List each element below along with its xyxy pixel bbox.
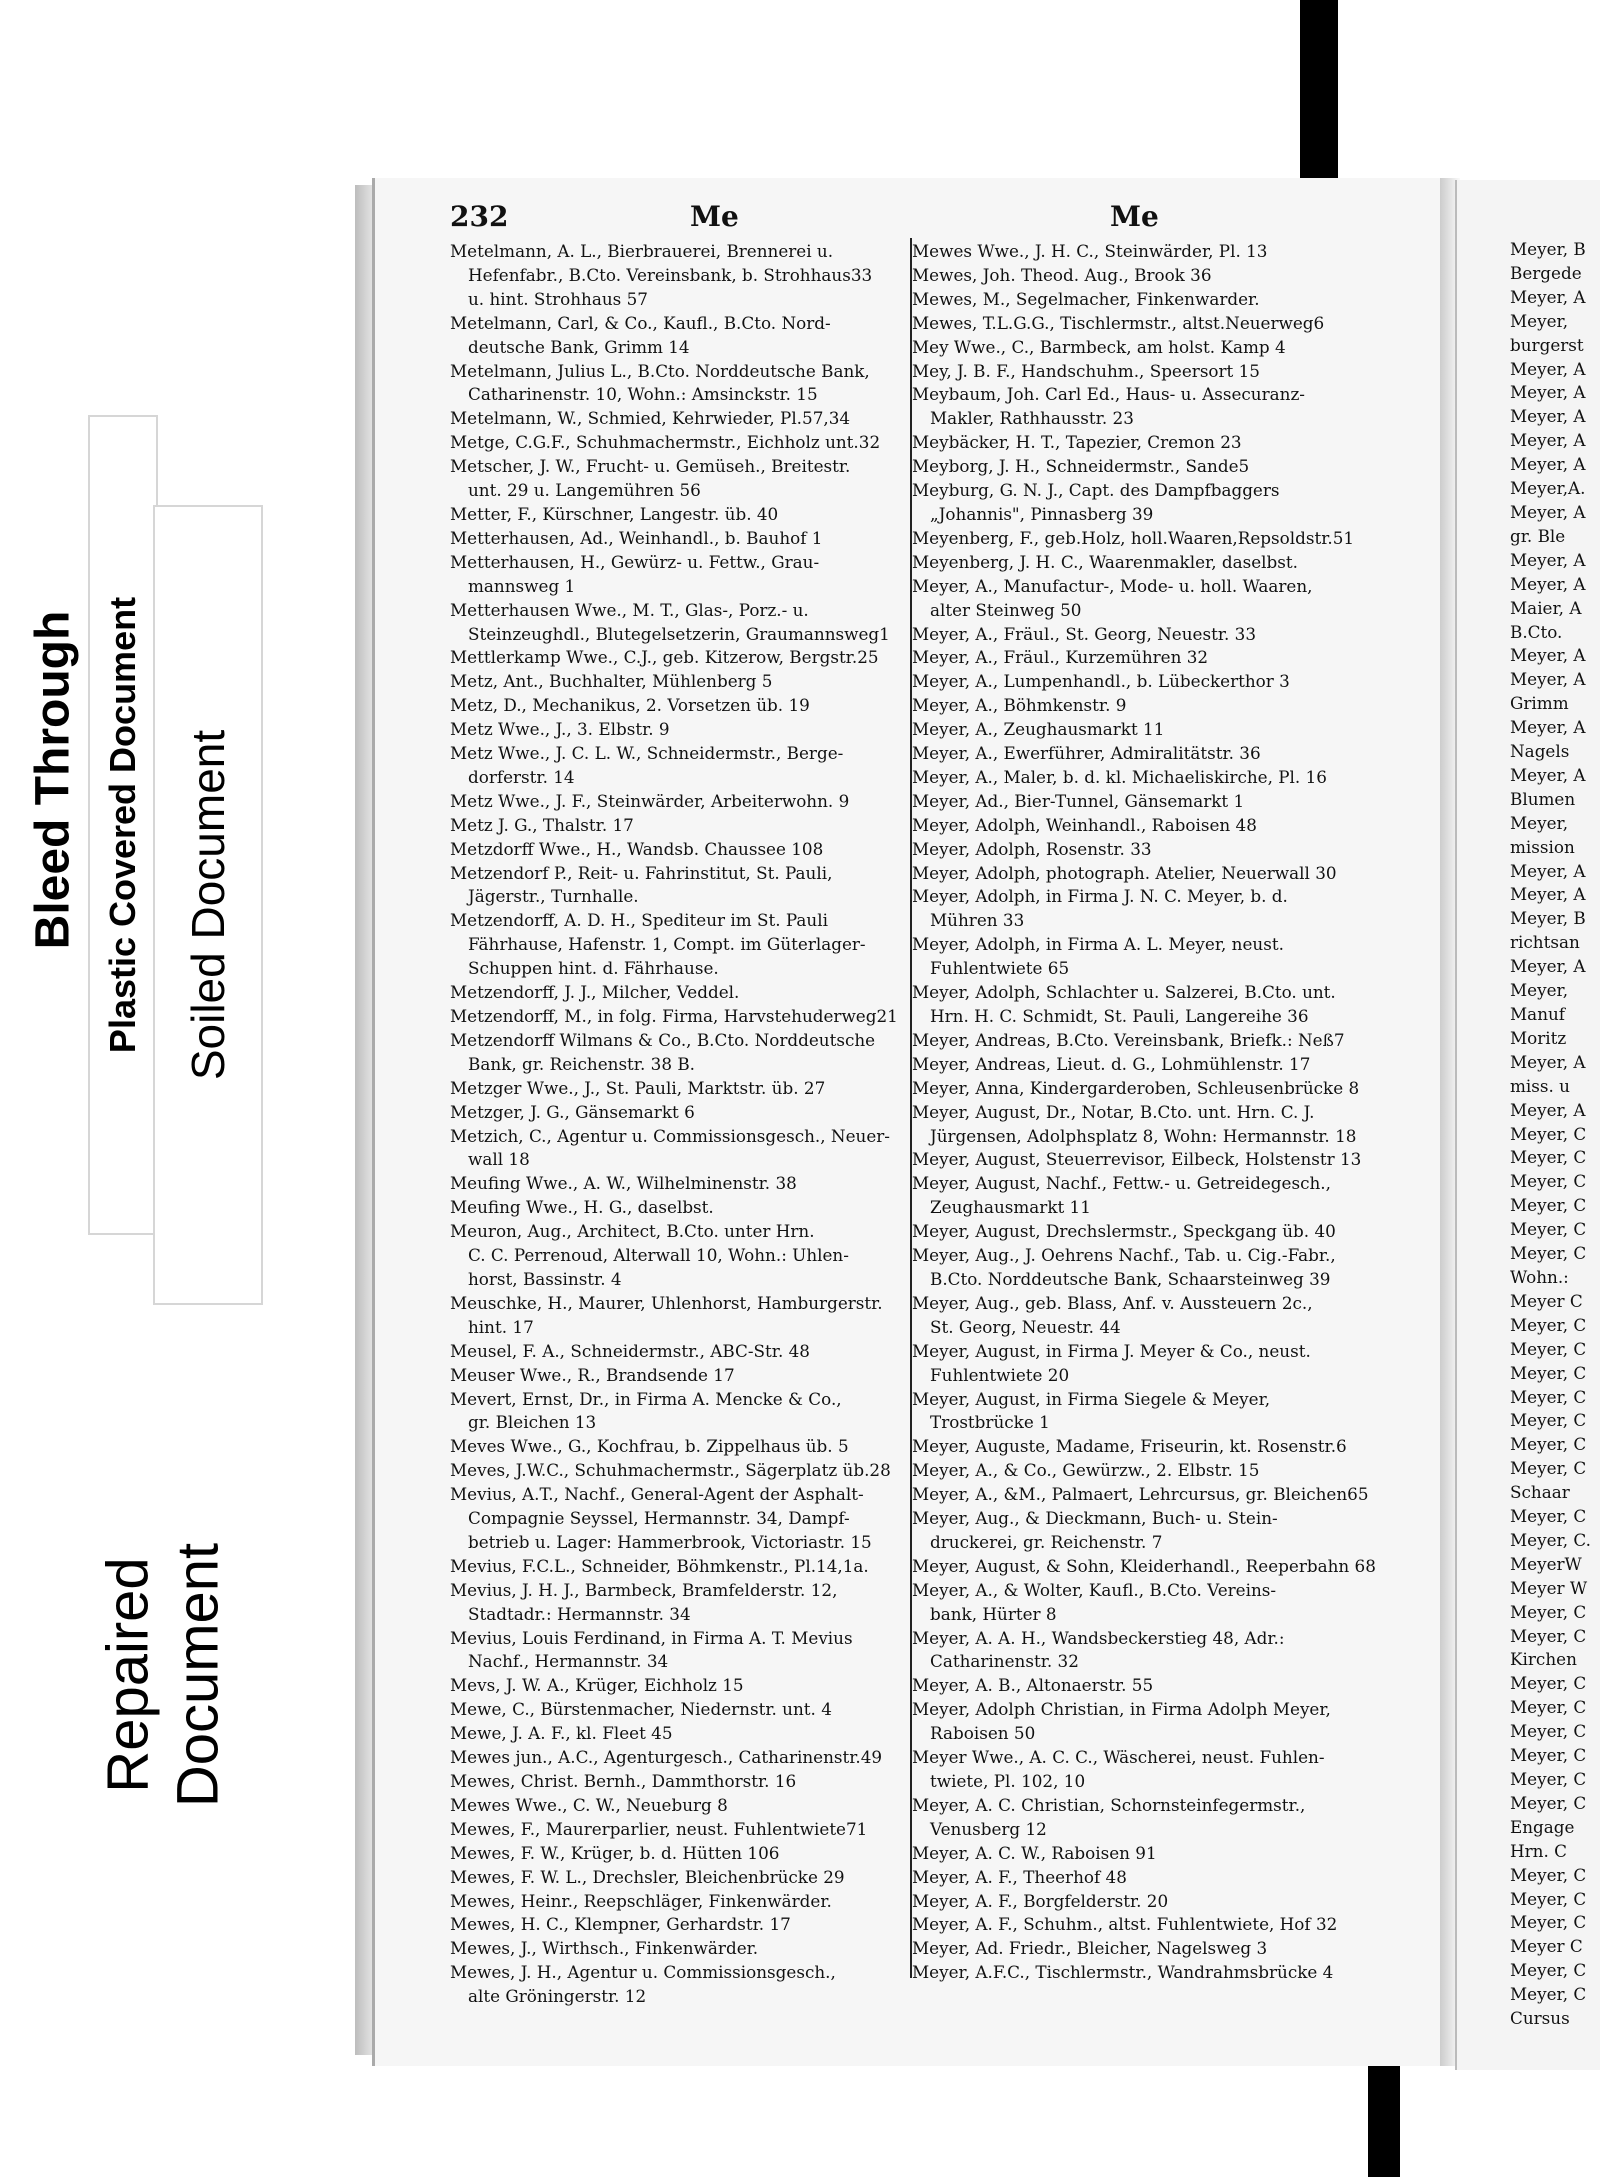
fragment-entry: Meyer W <box>1510 1577 1588 1598</box>
directory-entry: Meyer, A., Lumpenhandl., b. Lübeckerthor 3 <box>912 671 1290 692</box>
fragment-entry: Meyer, A <box>1510 764 1586 785</box>
fragment-entry: Schaar <box>1510 1482 1570 1503</box>
fragment-entry: Meyer, A <box>1510 1099 1586 1120</box>
fragment-entry: Meyer, C <box>1510 1171 1587 1192</box>
directory-entry: Mühren 33 <box>930 910 1025 931</box>
directory-entry: bank, Hürter 8 <box>930 1603 1057 1624</box>
fragment-entry: Meyer, A <box>1510 669 1586 690</box>
directory-entry: Meyer, A. C. Christian, Schornsteinfegermstr., <box>912 1794 1306 1815</box>
directory-entry: Meyer, A. F., Schuhm., altst. Fuhlentwiete, Hof 32 <box>912 1914 1338 1935</box>
directory-entry: dorferstr. 14 <box>468 766 575 787</box>
fragment-entry: Meyer, C <box>1510 1362 1587 1383</box>
directory-entry: Meyer, A., Fräul., St. Georg, Neuestr. 33 <box>912 623 1257 644</box>
fragment-entry: Meyer, A <box>1510 406 1586 427</box>
directory-entry: Meybaum, Joh. Carl Ed., Haus- u. Assecuranz- <box>912 384 1305 405</box>
directory-entry: Mewes, M., Segelmacher, Finkenwarder. <box>912 288 1260 309</box>
fragment-entry: Meyer, A <box>1510 573 1586 594</box>
directory-entry: Raboisen 50 <box>930 1723 1036 1744</box>
fragment-entry: Meyer, C <box>1510 1888 1587 1909</box>
directory-entry: Venusberg 12 <box>930 1818 1047 1839</box>
repaired-text-line2: Document <box>165 1542 231 1808</box>
fragment-entry: Meyer, A <box>1510 956 1586 977</box>
directory-entry: Meyer, Aug., & Dieckmann, Buch- u. Stein- <box>912 1508 1278 1529</box>
directory-entry: Meyer, A. A. H., Wandsbeckerstieg 48, Adr.: <box>912 1627 1285 1648</box>
directory-entry: C. C. Perrenoud, Alterwall 10, Wohn.: Uhlen- <box>468 1245 849 1266</box>
fragment-entry: Manuf <box>1510 1004 1566 1024</box>
fragment-entry: Meyer, A <box>1510 645 1586 666</box>
directory-entry: Mewe, C., Bürstenmacher, Niedernstr. unt. 4 <box>450 1699 832 1720</box>
directory-entry: Metge, C.G.F., Schuhmachermstr., Eichholz unt.32 <box>450 432 881 453</box>
directory-entry: Meufing Wwe., H. G., daselbst. <box>450 1197 714 1218</box>
fragment-entry: Engage <box>1510 1816 1575 1837</box>
directory-entry: Mey Wwe., C., Barmbeck, am holst. Kamp 4 <box>912 336 1286 357</box>
directory-entry: Meyer, Adolph, Rosenstr. 33 <box>912 838 1152 859</box>
directory-entry: Meyer, A., Zeughausmarkt 11 <box>912 719 1165 740</box>
directory-entry: Meyer, Anna, Kindergarderoben, Schleusenbrücke 8 <box>912 1077 1360 1098</box>
right-column <box>912 240 1387 1985</box>
repaired-document-label <box>75 1415 245 1935</box>
fragment-entry: Meyer C <box>1510 1290 1583 1311</box>
directory-entry: Meyer, A., &M., Palmaert, Lehrcursus, gr. Bleichen65 <box>912 1484 1369 1505</box>
fragment-entry: Meyer, C <box>1510 1673 1587 1694</box>
directory-entry: Schuppen hint. d. Fährhause. <box>468 958 719 979</box>
directory-entry: Hrn. H. C. Schmidt, St. Pauli, Langereihe 36 <box>930 1006 1309 1026</box>
directory-entry: Hefenfabr., B.Cto. Vereinsbank, b. Strohhaus33 <box>468 264 873 285</box>
directory-entry: Meyer, Auguste, Madame, Friseurin, kt. Rosenstr.6 <box>912 1436 1347 1457</box>
fragment-entry: Meyer, C <box>1510 1984 1587 2005</box>
fragment-entry: Grimm <box>1510 693 1569 714</box>
repaired-text-line1: Repaired <box>95 1557 161 1793</box>
directory-entry: Meyer, A. B., Altonaerstr. 55 <box>912 1675 1154 1696</box>
directory-entry: Meuron, Aug., Architect, B.Cto. unter Hrn. <box>450 1221 815 1242</box>
directory-entry: Meyer, August, Dr., Notar, B.Cto. unt. Hrn. C. J. <box>912 1101 1315 1122</box>
fragment-entry: Meyer, C <box>1510 1338 1587 1359</box>
fragment-entry: Meyer, C <box>1510 1864 1587 1885</box>
directory-entry: unt. 29 u. Langemühren 56 <box>468 480 701 501</box>
directory-entry: Meyer, A., Maler, b. d. kl. Michaeliskirche, Pl. 16 <box>912 766 1327 787</box>
bleed-through-text: Bleed Through <box>26 610 79 950</box>
fragment-entry: Meyer, C <box>1510 1912 1587 1933</box>
bleed-through-label <box>15 575 90 985</box>
header-right: Me <box>1110 200 1159 233</box>
fragment-entry: Moritz <box>1510 1027 1567 1048</box>
directory-entry: Compagnie Seyssel, Hermannstr. 34, Dampf- <box>468 1508 850 1529</box>
plastic-covered-text: Plastic Covered Document <box>102 596 143 1054</box>
directory-entry: Meyer, Adolph, in Firma A. L. Meyer, neust. <box>912 934 1284 955</box>
directory-entry: Meyer, A., Ewerführer, Admiralitätstr. 36 <box>912 743 1261 764</box>
fragment-entry: Meyer, C <box>1510 1697 1587 1718</box>
directory-entry: Metelmann, Carl, & Co., Kaufl., B.Cto. Nord- <box>450 312 831 333</box>
directory-entry: Meyer, Adolph, in Firma J. N. C. Meyer, b. d. <box>912 886 1288 907</box>
directory-entry: Mewes jun., A.C., Agenturgesch., Catharinenstr.49 <box>450 1747 883 1768</box>
fragment-entry: Meyer, A <box>1510 430 1586 451</box>
directory-entry: Meyer, A. C. W., Raboisen 91 <box>912 1842 1157 1863</box>
directory-entry: Meyer, A., Böhmkenstr. 9 <box>912 695 1127 716</box>
directory-entry: Catharinenstr. 32 <box>930 1651 1079 1672</box>
directory-entry: Meves, J.W.C., Schuhmachermstr., Sägerplatz üb.28 <box>450 1460 891 1481</box>
fragment-entry: Meyer, A <box>1510 358 1586 379</box>
fragment-entry: Meyer,A. <box>1510 478 1586 499</box>
fragment-entry: Meyer, <box>1510 980 1569 1001</box>
directory-entry: Mewes, F. W., Krüger, b. d. Hütten 106 <box>450 1842 780 1863</box>
fragment-entry: Meyer, C <box>1510 1960 1587 1981</box>
directory-entry: Metelmann, Julius L., B.Cto. Norddeutsche Bank, <box>450 360 870 381</box>
fragment-entry: Cursus <box>1510 2008 1570 2029</box>
directory-entry: Metz Wwe., J. C. L. W., Schneidermstr., Berge- <box>450 743 844 764</box>
directory-entry: St. Georg, Neuestr. 44 <box>930 1316 1121 1337</box>
fragment-entry: Meyer, <box>1510 310 1569 331</box>
directory-entry: Meyer, August, in Firma J. Meyer & Co., neust. <box>912 1340 1311 1361</box>
directory-entry: B.Cto. Norddeutsche Bank, Schaarsteinweg 39 <box>930 1268 1331 1289</box>
directory-entry: Bank, gr. Reichenstr. 38 B. <box>468 1053 696 1074</box>
directory-entry: Catharinenstr. 10, Wohn.: Amsinckstr. 15 <box>468 384 818 405</box>
directory-entry: Meyer Wwe., A. C. C., Wäscherei, neust. Fuhlen- <box>912 1747 1325 1768</box>
fragment-entry: Meyer, C <box>1510 1123 1587 1144</box>
directory-entry: Mewes Wwe., J. H. C., Steinwärder, Pl. 13 <box>912 241 1268 261</box>
fragment-entry: Meyer, A <box>1510 1051 1586 1072</box>
fragment-entry: Meyer, C <box>1510 1721 1587 1742</box>
directory-entry: Mevius, J. H. J., Barmbeck, Bramfelderstr. 12, <box>450 1579 838 1600</box>
directory-entry: Metz, Ant., Buchhalter, Mühlenberg 5 <box>450 671 773 692</box>
directory-entry: Metz, D., Mechanikus, 2. Vorsetzen üb. 19 <box>450 695 810 716</box>
directory-entry: mannsweg 1 <box>468 575 576 596</box>
fragment-entry: Meyer, C <box>1510 1410 1587 1431</box>
directory-entry: Metz Wwe., J., 3. Elbstr. 9 <box>450 719 670 740</box>
fragment-entry: Meyer, A <box>1510 884 1586 905</box>
directory-entry: Meyenberg, F., geb.Holz, holl.Waaren,Repsoldstr.51 <box>912 527 1355 548</box>
directory-entry: Metz J. G., Thalstr. 17 <box>450 814 634 835</box>
directory-entry: twiete, Pl. 102, 10 <box>930 1771 1086 1791</box>
directory-entry: Meyborg, J. H., Schneidermstr., Sande5 <box>912 456 1250 477</box>
directory-entry: Metscher, J. W., Frucht- u. Gemüseh., Breitestr. <box>450 456 851 477</box>
fragment-entry: miss. u <box>1510 1075 1570 1096</box>
directory-entry: alte Gröningerstr. 12 <box>468 1986 647 2007</box>
directory-entry: Metterhausen, H., Gewürz- u. Fettw., Grau- <box>450 551 820 572</box>
directory-entry: Steinzeughdl., Blutegelsetzerin, Graumannsweg1 <box>468 623 890 644</box>
left-column <box>450 240 905 2009</box>
fragment-entry: Meyer, C <box>1510 1792 1587 1813</box>
fragment-entry: Nagels <box>1510 741 1570 762</box>
directory-entry: Meyer, Andreas, Lieut. d. G., Lohmühlenstr. 17 <box>912 1053 1311 1074</box>
directory-entry: Meves Wwe., G., Kochfrau, b. Zippelhaus üb. 5 <box>450 1436 849 1457</box>
fragment-entry: Meyer, B <box>1510 239 1586 259</box>
directory-entry: Metzger, J. G., Gänsemarkt 6 <box>450 1101 695 1122</box>
directory-entry: Meyer, Aug., J. Oehrens Nachf., Tab. u. Cig.-Fabr., <box>912 1245 1336 1266</box>
fragment-entry: Hrn. C <box>1510 1840 1567 1861</box>
fragment-entry: Meyer, C <box>1510 1386 1587 1407</box>
directory-entry: Nachf., Hermannstr. 34 <box>468 1651 669 1672</box>
directory-entry: Meyer, Adolph Christian, in Firma Adolph Meyer, <box>912 1699 1331 1720</box>
directory-entry: Metzendorff Wilmans & Co., B.Cto. Norddeutsche <box>450 1029 876 1050</box>
directory-entry: wall 18 <box>468 1149 530 1170</box>
directory-entry: Meyer, Adolph, Weinhandl., Raboisen 48 <box>912 814 1257 835</box>
fragment-entry: Meyer, A <box>1510 454 1586 475</box>
top-binding-strip <box>1300 0 1338 178</box>
directory-entry: Mewes, J. H., Agentur u. Commissionsgesch., <box>450 1962 836 1983</box>
directory-entry: Meyer, Adolph, Schlachter u. Salzerei, B.Cto. unt. <box>912 982 1336 1003</box>
directory-entry: hint. 17 <box>468 1316 534 1337</box>
directory-entry: Meufing Wwe., A. W., Wilhelminenstr. 38 <box>450 1173 797 1194</box>
fragment-entry: Meyer, C <box>1510 1219 1587 1240</box>
fragment-entry: Meyer, C. <box>1510 1529 1591 1550</box>
directory-entry: Jürgensen, Adolphsplatz 8, Wohn: Hermannstr. 18 <box>930 1125 1357 1146</box>
fragment-entry: Meyer, A <box>1510 717 1586 738</box>
directory-entry: Meyer, Aug., geb. Blass, Anf. v. Aussteuern 2c., <box>912 1292 1313 1313</box>
directory-entry: Metzendorff, J. J., Milcher, Veddel. <box>450 982 740 1003</box>
fragment-entry: Meyer, C <box>1510 1314 1587 1335</box>
directory-entry: Meyer, A., Manufactur-, Mode- u. holl. Waaren, <box>912 575 1313 596</box>
directory-entry: Meyer, A., & Wolter, Kaufl., B.Cto. Vereins- <box>912 1579 1277 1600</box>
directory-entry: deutsche Bank, Grimm 14 <box>468 336 690 357</box>
directory-entry: Meyer, A.F.C., Tischlermstr., Wandrahmsbrücke 4 <box>912 1962 1334 1983</box>
directory-entry: gr. Bleichen 13 <box>468 1412 597 1433</box>
directory-entry: Metzdorff Wwe., H., Wandsb. Chaussee 108 <box>450 838 824 859</box>
fragment-entry: Meyer, C <box>1510 1195 1587 1216</box>
fragment-entry: Meyer, A <box>1510 549 1586 570</box>
directory-entry: Mey, J. B. F., Handschuhm., Speersort 15 <box>912 360 1260 381</box>
directory-entry: Meusel, F. A., Schneidermstr., ABC-Str. 48 <box>450 1340 810 1361</box>
directory-entry: Mewes, F., Maurerparlier, neust. Fuhlentwiete71 <box>450 1818 868 1839</box>
fragment-entry: Meyer, C <box>1510 1769 1587 1789</box>
directory-entry: Metz Wwe., J. F., Steinwärder, Arbeiterwohn. 9 <box>450 790 850 811</box>
directory-entry: Trostbrücke 1 <box>930 1412 1050 1433</box>
directory-entry: Mewe, J. A. F., kl. Fleet 45 <box>450 1723 673 1744</box>
fragment-entry: burgerst <box>1510 334 1584 355</box>
directory-entry: Meuschke, H., Maurer, Uhlenhorst, Hamburgerstr. <box>450 1292 883 1313</box>
directory-entry: Mewes Wwe., C. W., Neueburg 8 <box>450 1794 728 1815</box>
fragment-entry: Meyer, C <box>1510 1745 1587 1766</box>
directory-entry: „Johannis", Pinnasberg 39 <box>930 503 1154 524</box>
directory-entry: Meyenberg, J. H. C., Waarenmakler, daselbst. <box>912 551 1298 572</box>
plastic-covered-label <box>88 415 158 1235</box>
directory-entry: Mevius, A.T., Nachf., General-Agent der Asphalt- <box>450 1484 864 1505</box>
directory-entry: Meyer, Ad. Friedr., Bleicher, Nagelsweg 3 <box>912 1938 1268 1959</box>
directory-entry: Mevert, Ernst, Dr., in Firma A. Mencke & Co., <box>450 1388 842 1409</box>
directory-entry: Meyer, Ad., Bier-Tunnel, Gänsemarkt 1 <box>912 790 1245 811</box>
fragment-entry: Bergede <box>1510 262 1582 283</box>
directory-entry: Metter, F., Kürschner, Langestr. üb. 40 <box>450 503 779 524</box>
directory-entry: Metterhausen, Ad., Weinhandl., b. Bauhof 1 <box>450 527 823 548</box>
fragment-entry: Meyer, C <box>1510 1243 1587 1264</box>
fragment-entry: Meyer C <box>1510 1936 1583 1957</box>
directory-entry: Mewes, F. W. L., Drechsler, Bleichenbrücke 29 <box>450 1866 845 1887</box>
directory-entry: Metelmann, A. L., Bierbrauerei, Brennerei u. <box>450 241 834 261</box>
directory-entry: Meyer, A., & Co., Gewürzw., 2. Elbstr. 15 <box>912 1460 1260 1481</box>
soiled-document-label <box>153 505 263 1305</box>
directory-entry: Meyer, A. F., Borgfelderstr. 20 <box>912 1890 1169 1911</box>
directory-entry: Mewes, T.L.G.G., Tischlermstr., altst.Neuerweg6 <box>912 312 1325 333</box>
fragment-entry: MeyerW <box>1510 1553 1582 1574</box>
directory-entry: Metzendorf P., Reit- u. Fahrinstitut, St. Pauli, <box>450 862 833 883</box>
directory-entry: betrieb u. Lager: Hammerbrook, Victoriastr. 15 <box>468 1531 872 1552</box>
directory-entry: alter Steinweg 50 <box>930 599 1082 620</box>
directory-entry: Mewes, H. C., Klempner, Gerhardstr. 17 <box>450 1914 791 1935</box>
directory-entry: Meuser Wwe., R., Brandsende 17 <box>450 1364 735 1385</box>
directory-entry: Zeughausmarkt 11 <box>930 1197 1091 1218</box>
fragment-entry: Wohn.: <box>1510 1266 1569 1287</box>
soiled-document-text: Soiled Document <box>182 729 234 1081</box>
fragment-entry: richtsan <box>1510 932 1580 953</box>
fragment-entry: Meyer, C <box>1510 1147 1587 1168</box>
fragment-entry: Meyer, C <box>1510 1458 1587 1479</box>
adjacent-page-fragments <box>1510 238 1600 2031</box>
directory-entry: Meyer, Adolph, photograph. Atelier, Neuerwall 30 <box>912 862 1337 883</box>
directory-entry: Fuhlentwiete 20 <box>930 1364 1070 1385</box>
directory-entry: Meyer, A. F., Theerhof 48 <box>912 1866 1127 1887</box>
directory-entry: Mewes, J., Wirthsch., Finkenwärder. <box>450 1938 759 1959</box>
directory-entry: Meyer, August, Steuerrevisor, Eilbeck, Holstenstr 13 <box>912 1149 1362 1170</box>
directory-entry: Mevius, F.C.L., Schneider, Böhmkenstr., Pl.14,1a. <box>450 1555 869 1576</box>
directory-entry: Meybäcker, H. T., Tapezier, Cremon 23 <box>912 432 1242 453</box>
header-left: Me <box>690 200 739 233</box>
directory-entry: Fährhause, Hafenstr. 1, Compt. im Güterlager- <box>468 934 866 955</box>
directory-entry: Meyer, August, in Firma Siegele & Meyer, <box>912 1388 1271 1409</box>
fragment-entry: gr. Ble <box>1510 525 1566 546</box>
directory-entry: Metelmann, W., Schmied, Kehrwieder, Pl.57,34 <box>450 408 851 429</box>
directory-entry: Mevius, Louis Ferdinand, in Firma A. T. Mevius <box>450 1627 853 1648</box>
fragment-entry: Meyer, <box>1510 812 1569 833</box>
directory-entry: Meyburg, G. N. J., Capt. des Dampfbaggers <box>912 480 1280 501</box>
directory-entry: Mewes, Heinr., Reepschläger, Finkenwärder. <box>450 1890 832 1911</box>
directory-entry: Meyer, August, & Sohn, Kleiderhandl., Reeperbahn 68 <box>912 1555 1376 1576</box>
directory-entry: druckerei, gr. Reichenstr. 7 <box>930 1531 1163 1552</box>
fragment-entry: Meyer, A <box>1510 501 1586 522</box>
page-number: 232 <box>450 200 509 233</box>
directory-entry: Metzendorff, A. D. H., Spediteur im St. Pauli <box>450 910 828 931</box>
directory-entry: Mettlerkamp Wwe., C.J., geb. Kitzerow, Bergstr.25 <box>450 647 879 668</box>
directory-entry: Mewes, Joh. Theod. Aug., Brook 36 <box>912 264 1212 285</box>
fragment-entry: Meyer, A <box>1510 286 1586 307</box>
directory-entry: Makler, Rathhausstr. 23 <box>930 408 1134 429</box>
directory-entry: horst, Bassinstr. 4 <box>468 1268 622 1289</box>
fragment-entry: Meyer, A <box>1510 860 1586 881</box>
fragment-entry: Meyer, C <box>1510 1625 1587 1646</box>
directory-entry: Metterhausen Wwe., M. T., Glas-, Porz.- u. <box>450 599 809 620</box>
fragment-entry: Meyer, C <box>1510 1601 1587 1622</box>
directory-entry: Meyer, August, Nachf., Fettw.- u. Getreidegesch., <box>912 1173 1331 1194</box>
directory-entry: Mevs, J. W. A., Krüger, Eichholz 15 <box>450 1675 744 1696</box>
directory-entry: Metzendorff, M., in folg. Firma, Harvstehuderweg21 <box>450 1006 898 1026</box>
directory-entry: Meyer, August, Drechslermstr., Speckgang üb. 40 <box>912 1221 1336 1242</box>
fragment-entry: Blumen <box>1510 788 1576 809</box>
directory-entry: Stadtadr.: Hermannstr. 34 <box>468 1603 691 1624</box>
fragment-entry: Maier, A <box>1510 597 1582 618</box>
fragment-entry: mission <box>1510 836 1575 857</box>
directory-entry: Fuhlentwiete 65 <box>930 958 1070 979</box>
fragment-entry: Meyer, C <box>1510 1434 1587 1455</box>
directory-entry: u. hint. Strohhaus 57 <box>468 288 648 309</box>
directory-entry: Metzger Wwe., J., St. Pauli, Marktstr. üb. 27 <box>450 1077 826 1098</box>
directory-entry: Meyer, A., Fräul., Kurzemühren 32 <box>912 647 1209 668</box>
fragment-entry: Meyer, B <box>1510 908 1586 929</box>
directory-entry: Meyer, Andreas, B.Cto. Vereinsbank, Briefk.: Neß7 <box>912 1029 1345 1050</box>
directory-entry: Jägerstr., Turnhalle. <box>468 886 639 907</box>
directory-entry: Mewes, Christ. Bernh., Dammthorstr. 16 <box>450 1771 797 1791</box>
fragment-entry: B.Cto. <box>1510 621 1563 642</box>
directory-entry: Metzich, C., Agentur u. Commissionsgesch., Neuer- <box>450 1125 890 1146</box>
fragment-entry: Meyer, C <box>1510 1506 1587 1527</box>
fragment-entry: Meyer, A <box>1510 382 1586 403</box>
fragment-entry: Kirchen <box>1510 1649 1577 1670</box>
